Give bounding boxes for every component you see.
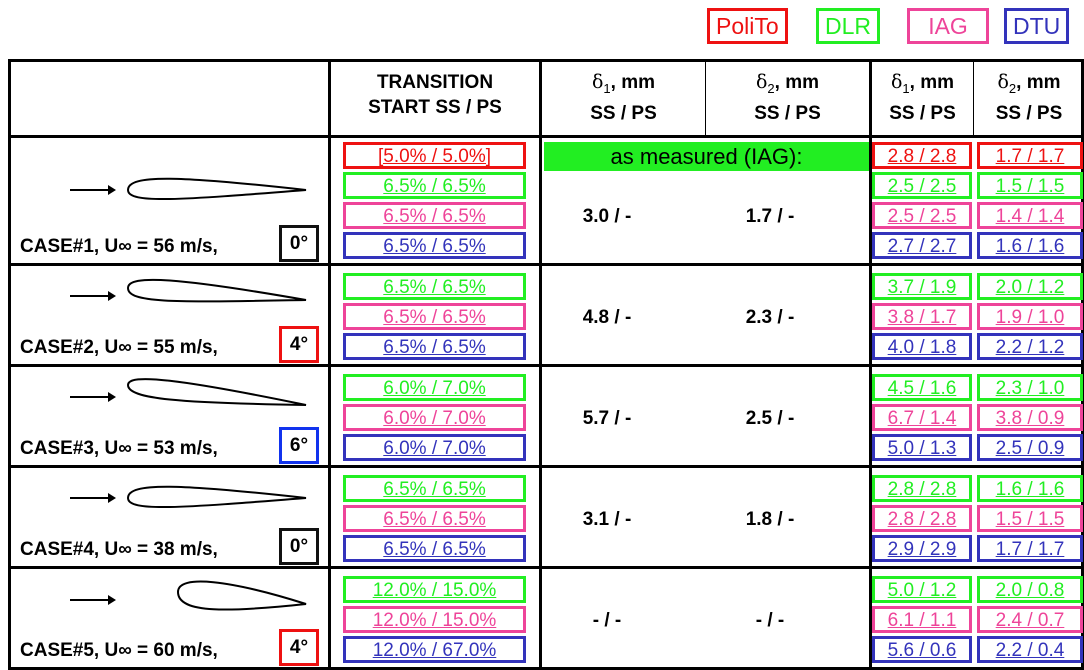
- unit-label: , mm: [1016, 72, 1061, 93]
- transition-cell: 12.0% / 15.0%: [343, 606, 526, 633]
- measured-note: as measured (IAG):: [544, 142, 869, 171]
- sim-d1-cell: 2.8 / 2.8: [872, 475, 972, 502]
- sim-d2-cell: 1.6 / 1.6: [977, 475, 1083, 502]
- transition-cell: 6.5% / 6.5%: [343, 505, 526, 532]
- delta-symbol: δ: [591, 71, 604, 93]
- sim-d1-cell: 6.1 / 1.1: [872, 606, 972, 633]
- transition-cell: 6.5% / 6.5%: [343, 303, 526, 330]
- case-label: CASE#3, U∞ = 53 m/s,: [20, 438, 218, 459]
- sim-d1-cell: 4.0 / 1.8: [872, 333, 972, 360]
- header-sspss: SS / PS: [754, 102, 821, 124]
- header-transition: [331, 70, 539, 120]
- transition-cell: 6.0% / 7.0%: [343, 434, 526, 461]
- case-label: CASE#1, U∞ = 56 m/s,: [20, 236, 218, 257]
- sim-d2-cell: 2.0 / 1.2: [977, 273, 1083, 300]
- airfoil-icon: [70, 476, 310, 516]
- airfoil-icon: [70, 274, 310, 314]
- transition-cell: 6.5% / 6.5%: [343, 273, 526, 300]
- sim-d1-cell: 5.6 / 0.6: [872, 636, 972, 663]
- transition-cell: 6.0% / 7.0%: [343, 374, 526, 401]
- header-sim-d1: [872, 70, 973, 126]
- header-sim-d2: [974, 70, 1084, 126]
- sim-d2-cell: 2.4 / 0.7: [977, 606, 1083, 633]
- case-label: CASE#4, U∞ = 38 m/s,: [20, 539, 218, 560]
- airfoil-icon: [70, 375, 310, 415]
- sim-d1-cell: 5.0 / 1.2: [872, 576, 972, 603]
- angle-badge: 0°: [279, 225, 319, 262]
- header-sspss: SS / PS: [995, 102, 1063, 124]
- header-sspss: SS / PS: [590, 102, 657, 124]
- sim-d2-cell: 1.5 / 1.5: [977, 172, 1083, 199]
- sim-d1-cell: 5.0 / 1.3: [872, 434, 972, 461]
- transition-cell: 6.5% / 6.5%: [343, 232, 526, 259]
- sim-d2-cell: 1.7 / 1.7: [977, 142, 1083, 169]
- case-label: CASE#2, U∞ = 55 m/s,: [20, 337, 218, 358]
- transition-cell: 12.0% / 67.0%: [343, 636, 526, 663]
- delta-symbol: δ: [755, 71, 768, 93]
- unit-label: , mm: [774, 72, 820, 93]
- delta-subscript: 2: [767, 80, 775, 96]
- angle-badge: 6°: [279, 427, 319, 464]
- delta-symbol: δ: [890, 71, 903, 93]
- row-divider: [8, 364, 1084, 367]
- sim-d1-cell: 4.5 / 1.6: [872, 374, 972, 401]
- delta-symbol: δ: [997, 71, 1009, 93]
- case-label: CASE#5, U∞ = 60 m/s,: [20, 640, 218, 661]
- sim-d2-cell: 1.7 / 1.7: [977, 535, 1083, 562]
- delta-subscript: 2: [1008, 80, 1017, 96]
- sim-d1-cell: 2.5 / 2.5: [872, 202, 972, 229]
- sim-d1-cell: 2.9 / 2.9: [872, 535, 972, 562]
- header-measured-d2: [706, 70, 869, 126]
- unit-label: , mm: [909, 72, 955, 93]
- measured-d1: 3.1 / -: [582, 509, 632, 530]
- airfoil-icon: [70, 578, 310, 618]
- sim-d1-cell: 6.7 / 1.4: [872, 404, 972, 431]
- delta-subscript: 1: [902, 80, 910, 96]
- measured-d2: 2.3 / -: [745, 307, 795, 328]
- measured-d2: 2.5 / -: [745, 408, 795, 429]
- header-measured-d1: [542, 70, 705, 126]
- sim-d1-cell: 3.8 / 1.7: [872, 303, 972, 330]
- transition-cell: 6.5% / 6.5%: [343, 202, 526, 229]
- header-transition-line1: TRANSITION: [376, 72, 494, 93]
- row-divider: [8, 566, 1084, 569]
- sim-d2-cell: 2.2 / 1.2: [977, 333, 1083, 360]
- header-divider: [8, 135, 1084, 138]
- measured-d1: 4.8 / -: [582, 307, 632, 328]
- angle-badge: 4°: [279, 629, 319, 666]
- sim-d1-cell: 2.5 / 2.5: [872, 172, 972, 199]
- header-transition-line2: START SS / PS: [368, 97, 502, 118]
- measured-d1: 3.0 / -: [582, 206, 632, 227]
- measured-d2: 1.8 / -: [745, 509, 795, 530]
- legend-dlr: DLR: [816, 8, 880, 44]
- sim-d2-cell: 2.3 / 1.0: [977, 374, 1083, 401]
- transition-cell: 6.5% / 6.5%: [343, 475, 526, 502]
- airfoil-icon: [70, 168, 310, 208]
- legend-iag: IAG: [907, 8, 989, 44]
- sim-d2-cell: 2.2 / 0.4: [977, 636, 1083, 663]
- transition-cell: 6.0% / 7.0%: [343, 404, 526, 431]
- sim-d1-cell: 3.7 / 1.9: [872, 273, 972, 300]
- sim-d2-cell: 1.4 / 1.4: [977, 202, 1083, 229]
- transition-cell: 6.5% / 6.5%: [343, 333, 526, 360]
- row-divider: [8, 465, 1084, 468]
- angle-badge: 4°: [279, 326, 319, 363]
- legend-polito: PoliTo: [707, 8, 788, 44]
- delta-subscript: 1: [603, 80, 611, 96]
- measured-d1: 5.7 / -: [582, 408, 632, 429]
- sim-d2-cell: 1.6 / 1.6: [977, 232, 1083, 259]
- header-sspss: SS / PS: [889, 102, 956, 124]
- transition-cell: 12.0% / 15.0%: [343, 576, 526, 603]
- sim-d1-cell: 2.7 / 2.7: [872, 232, 972, 259]
- sim-d1-cell: 2.8 / 2.8: [872, 505, 972, 532]
- legend-dtu: DTU: [1004, 8, 1069, 44]
- unit-label: , mm: [610, 72, 656, 93]
- row-divider: [8, 263, 1084, 266]
- transition-cell: [5.0% / 5.0%]: [343, 142, 526, 169]
- sim-d2-cell: 1.5 / 1.5: [977, 505, 1083, 532]
- sim-d1-cell: 2.8 / 2.8: [872, 142, 972, 169]
- sim-d2-cell: 1.9 / 1.0: [977, 303, 1083, 330]
- angle-badge: 0°: [279, 528, 319, 565]
- sim-d2-cell: 2.0 / 0.8: [977, 576, 1083, 603]
- measured-d2: - / -: [755, 610, 785, 631]
- sim-d2-cell: 3.8 / 0.9: [977, 404, 1083, 431]
- transition-cell: 6.5% / 6.5%: [343, 172, 526, 199]
- measured-d1: - / -: [592, 610, 622, 631]
- measured-d2: 1.7 / -: [745, 206, 795, 227]
- transition-cell: 6.5% / 6.5%: [343, 535, 526, 562]
- sim-d2-cell: 2.5 / 0.9: [977, 434, 1083, 461]
